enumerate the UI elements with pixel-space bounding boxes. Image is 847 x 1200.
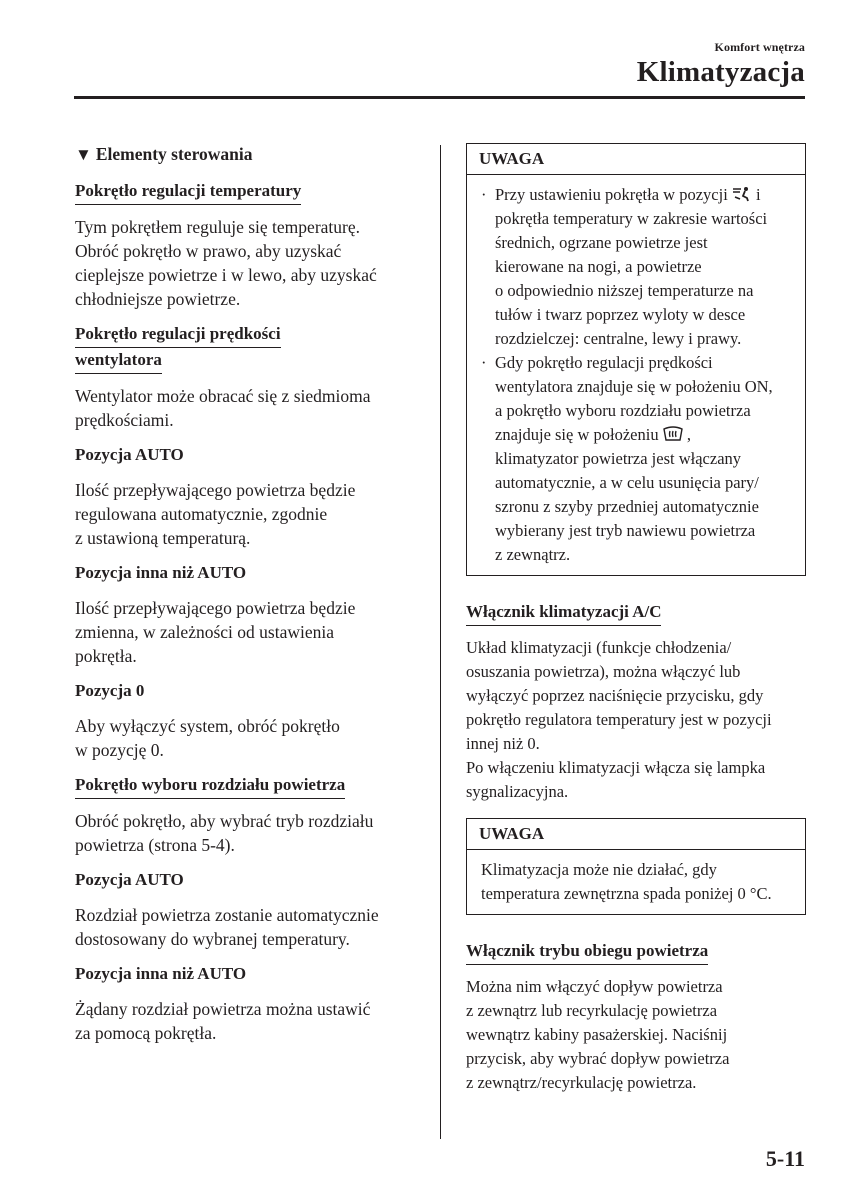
- text-line: dostosowany do wybranej temperatury.: [75, 929, 350, 949]
- subsection-distribution-manual: [75, 962, 425, 1045]
- header-rule: [74, 96, 805, 99]
- text-line: tułów i twarz poprzez wyloty w desce: [495, 305, 746, 324]
- subsection-heading: Pozycja AUTO: [75, 445, 184, 464]
- subsection-auto-position: [75, 443, 425, 550]
- subsection-heading: Pokrętło regulacji temperatury: [75, 179, 301, 205]
- text-line: kierowane na nogi, a powietrze: [495, 257, 702, 276]
- text-line: Obróć pokrętło w prawo, aby uzyskać: [75, 241, 342, 261]
- text-line: Ilość przepływającego powietrza będzie: [75, 480, 356, 500]
- section-title: [75, 144, 425, 165]
- text-line: prędkościami.: [75, 410, 174, 430]
- text-line: rozdzielczej: centralne, lewy i prawy.: [495, 329, 742, 348]
- subsection-air-distribution: [75, 773, 425, 857]
- paragraph: [75, 596, 425, 668]
- paragraph: [466, 636, 806, 804]
- left-column: [75, 144, 425, 1056]
- text-line: z zewnątrz/recyrkulację powietrza.: [466, 1073, 697, 1092]
- text-line: Żądany rozdział powietrza można ustawić: [75, 999, 371, 1019]
- text-line: średnich, ogrzane powietrze jest: [495, 233, 708, 252]
- subsection-distribution-auto: [75, 868, 425, 951]
- text-line: pokrętła temperatury w zakresie wartości: [495, 209, 768, 228]
- text-line: a pokrętło wyboru rozdziału powietrza: [495, 401, 751, 420]
- text-line: automatycznie, a w celu usunięcia pary/: [495, 473, 759, 492]
- text-line: pokrętło regulatora temperatury jest w pozycji: [466, 710, 772, 729]
- subsection-position-zero: [75, 679, 425, 762]
- subsection-heading: [75, 348, 162, 374]
- text-line: Gdy pokrętło regulacji prędkości: [495, 353, 713, 372]
- text-line: sygnalizacyjna.: [466, 782, 569, 801]
- triangle-down-icon: ▼: [75, 145, 92, 164]
- text-line: Po włączeniu klimatyzacji włącza się lampka: [466, 758, 766, 777]
- column-divider: [440, 145, 441, 1139]
- text-line: Rozdział powietrza zostanie automatycznie: [75, 905, 379, 925]
- subsection-heading: Pozycja inna niż AUTO: [75, 964, 247, 983]
- note-body: [467, 850, 805, 914]
- text-fragment: ,: [686, 425, 691, 444]
- note-bullet: [481, 351, 793, 567]
- paragraph: [75, 903, 425, 951]
- bullet-dot: ·: [481, 353, 487, 372]
- text-line: Można nim włączyć dopływ powietrza: [466, 977, 723, 996]
- section-title-text: Elementy sterowania: [95, 144, 253, 164]
- heading-line: Pokrętło regulacji prędkości: [75, 324, 281, 343]
- heading-line: wentylatora: [75, 350, 162, 369]
- text-line: o odpowiednio niższej temperaturze na: [495, 281, 754, 300]
- paragraph: [75, 215, 425, 311]
- text-fragment: i: [756, 185, 761, 204]
- text-line: wewnątrz kabiny pasażerskiej. Naciśnij: [466, 1025, 728, 1044]
- bullet-dot: ·: [481, 185, 487, 204]
- text-line: Tym pokrętłem reguluje się temperaturę.: [75, 217, 360, 237]
- text-line: w pozycję 0.: [75, 740, 164, 760]
- paragraph: [466, 975, 806, 1095]
- subsection-heading: [75, 322, 281, 348]
- note-heading: UWAGA: [467, 819, 805, 850]
- text-line: Ilość przepływającego powietrza będzie: [75, 598, 356, 618]
- subsection-heading: Włącznik trybu obiegu powietrza: [466, 939, 708, 965]
- paragraph: [75, 478, 425, 550]
- subsection-heading: Pokrętło wyboru rozdziału powietrza: [75, 773, 345, 799]
- windshield-defrost-icon: [663, 425, 687, 444]
- note-heading: UWAGA: [467, 144, 805, 175]
- text-fragment: Przy ustawieniu pokrętła w pozycji: [495, 185, 728, 204]
- note-box: [466, 818, 806, 915]
- text-line: Aby wyłączyć system, obróć pokrętło: [75, 716, 340, 736]
- subsection-fan-speed: [75, 322, 425, 432]
- bullet-text: [495, 351, 793, 567]
- text-line: cieplejsze powietrze i w lewo, aby uzyskać: [75, 265, 377, 285]
- subsection-heading: Pozycja AUTO: [75, 870, 184, 889]
- header-section: Komfort wnętrza: [714, 40, 805, 54]
- text-line: z zewnątrz lub recyrkulację powietrza: [466, 1001, 718, 1020]
- subsection-recirculation: [466, 939, 806, 1095]
- text-line: wybierany jest tryb nawiewu powietrza: [495, 521, 756, 540]
- text-line: przycisk, aby wybrać dopływ powietrza: [466, 1049, 730, 1068]
- paragraph: [75, 809, 425, 857]
- floor-face-airflow-icon: [732, 185, 756, 204]
- note-body: [467, 175, 805, 575]
- bullet-text: [495, 183, 793, 351]
- text-line: innej niż 0.: [466, 734, 540, 753]
- text-line: pokrętła.: [75, 646, 137, 666]
- text-fragment: znajduje się w położeniu: [495, 425, 659, 444]
- subsection-heading: Pozycja inna niż AUTO: [75, 563, 247, 582]
- text-line: z zewnątrz.: [495, 545, 571, 564]
- text-line: z ustawioną temperaturą.: [75, 528, 251, 548]
- note-bullet: [481, 183, 793, 351]
- page-number: 5-11: [765, 1146, 805, 1171]
- text-line: chłodniejsze powietrze.: [75, 289, 241, 309]
- text-line: Wentylator może obracać się z siedmioma: [75, 386, 371, 406]
- text-line: powietrza (strona 5-4).: [75, 835, 235, 855]
- text-line: [495, 183, 793, 207]
- text-line: temperatura zewnętrzna spada poniżej 0 °C.: [481, 884, 772, 903]
- text-line: za pomocą pokrętła.: [75, 1023, 217, 1043]
- text-line: Obróć pokrętło, aby wybrać tryb rozdziału: [75, 811, 374, 831]
- paragraph: [75, 997, 425, 1045]
- text-line: wentylatora znajduje się w położeniu ON,: [495, 377, 773, 396]
- right-column: [466, 143, 806, 1109]
- subsection-heading: Pozycja 0: [75, 681, 145, 700]
- subsection-ac-switch: [466, 600, 806, 804]
- paragraph: [75, 384, 425, 432]
- text-line: Układ klimatyzacji (funkcje chłodzenia/: [466, 638, 732, 657]
- text-line: zmienna, w zależności od ustawienia: [75, 622, 334, 642]
- text-line: klimatyzator powietrza jest włączany: [495, 449, 742, 468]
- subsection-temperature: [75, 179, 425, 311]
- subsection-heading: Włącznik klimatyzacji A/C: [466, 600, 661, 626]
- text-line: [495, 423, 793, 447]
- text-line: osuszania powietrza), można włączyć lub: [466, 662, 741, 681]
- paragraph: [75, 714, 425, 762]
- text-line: szronu z szyby przedniej automatycznie: [495, 497, 759, 516]
- page-title: Klimatyzacja: [636, 56, 805, 88]
- text-line: wyłączyć poprzez naciśnięcie przycisku, gdy: [466, 686, 764, 705]
- subsection-non-auto-position: [75, 561, 425, 668]
- note-box: [466, 143, 806, 576]
- text-line: regulowana automatycznie, zgodnie: [75, 504, 328, 524]
- text-line: Klimatyzacja może nie działać, gdy: [481, 860, 717, 879]
